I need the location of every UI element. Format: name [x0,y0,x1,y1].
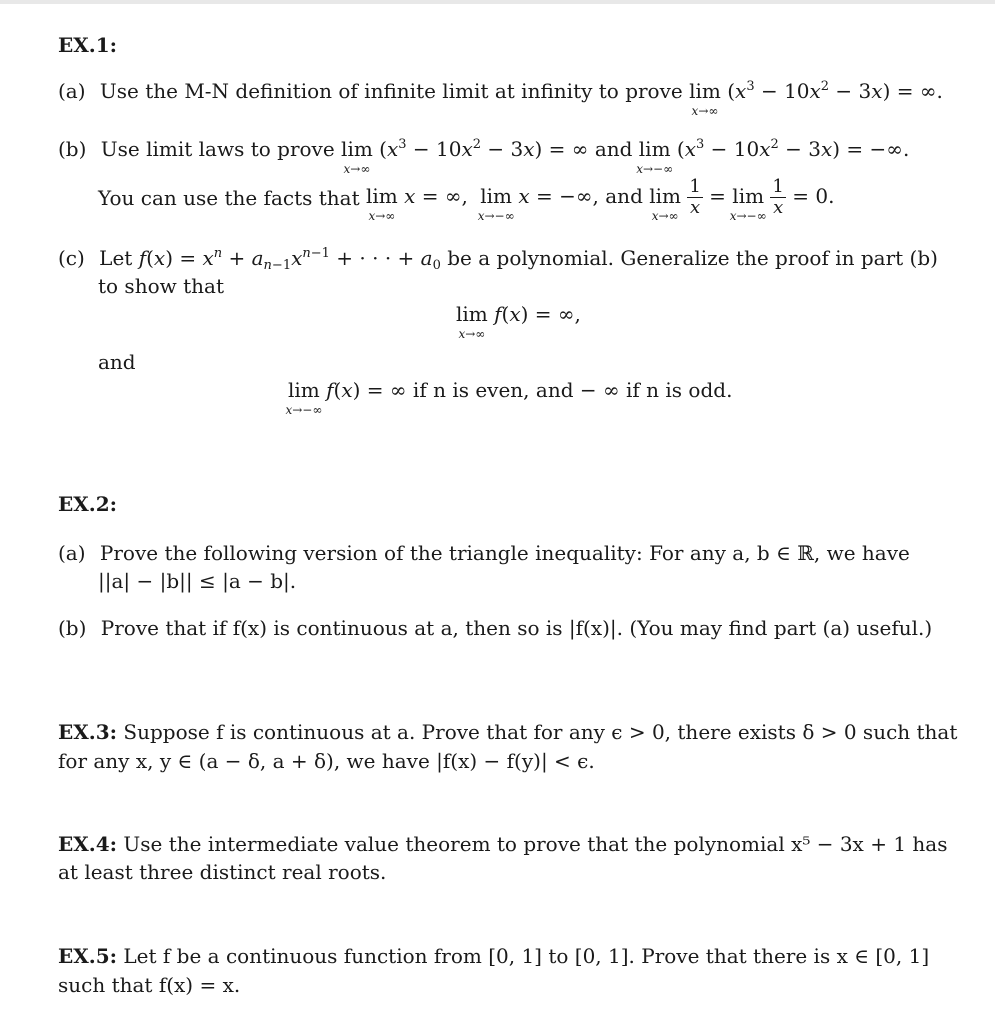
ex1-b-and: and [594,137,633,161]
ex1-c-even: if n is even, and [412,378,574,402]
top-border [0,0,995,4]
ex3-heading: EX.3: [58,720,118,744]
ex1-b-formula1: lim x→∞ $(x^3 - 10x^2 - 3x)$ = ∞ [341,137,595,176]
ex1-c-label: (c) [58,246,85,270]
ex5-line2: such that f(x) = x. [58,973,241,997]
ex2-a-label: (a) [58,541,86,565]
ex1-part-c [58,246,938,273]
ex2-part-b [58,618,932,638]
ex1-b-facts [98,176,835,223]
ex1-c-text2: to show that [98,274,224,298]
ex2-a-text: Prove the following version of the triangle inequality: For any a, b ∈ ℝ, we have [99,541,910,565]
ex3-line1 [58,722,957,742]
ex1-a-label: (a) [58,79,86,103]
ex4-line2: at least three distinct real roots. [58,860,387,884]
ex4-line1-text: Use the intermediate value theorem to prove that the polynomial x⁵ − 3x + 1 has [123,832,948,856]
ex1-b-label: (b) [58,137,87,161]
ex2-a-formula: ||a| − |b|| ≤ |a − b|. [98,569,297,593]
ex1-part-b [58,137,910,176]
ex3-line1-text: Suppose f is continuous at a. Prove that for any ϵ > 0, there exists δ > 0 such that [123,720,958,744]
ex1-part-a [58,79,943,118]
ex1-c-and: and [98,350,136,374]
ex2-part-a [58,543,910,563]
ex1-c-polynomial: Let $f(x) = x^n + a_{n-1}x^{n-1}$ + · · · + $a_0$ [99,246,441,273]
ex1-b-facts-formula: lim x→∞ x = ∞, lim x→−∞ x = −∞, and lim x→∞ $\frac{1}{x}$ = lim x→−∞ $\frac{1}{x}$ = 0. [365,176,835,223]
ex4-heading: EX.4: [58,832,118,856]
ex1-b-facts-text: You can use the facts that [98,185,360,210]
ex3-line2: for any x, y ∈ (a − δ, a + δ), we have |f(x) − f(y)| < ϵ. [58,749,595,773]
ex2-b-label: (b) [58,616,87,640]
ex2-heading: EX.2: [58,492,118,516]
ex1-b-text: Use limit laws to prove [100,137,335,161]
ex1-c-formula1: lim x→∞ f(x) = ∞, [456,302,581,341]
ex1-heading: EX.1: [58,33,118,57]
ex1-a-formula: lim x→∞ $(x^3 - 10x^2 - 3x)$ = ∞. [689,79,943,118]
ex5-heading: EX.5: [58,944,118,968]
ex1-c-formula2: lim x→−∞ f(x) = ∞ if n is even, and − ∞ if n is odd. [285,378,733,417]
ex1-c-odd: if n is odd. [626,378,733,402]
ex4-line1 [58,834,947,854]
ex5-line1-text: Let f be a continuous function from [0, 1] to [0, 1]. Prove that there is x ∈ [0, 1] [123,944,930,968]
ex1-b-formula2: lim x→−∞ $(x^3 - 10x^2 - 3x)$ = −∞. [636,137,910,176]
ex1-c-text1: be a polynomial. Generalize the proof in part (b) [447,246,938,270]
ex5-line1 [58,946,929,966]
ex1-a-text: Use the M-N definition of infinite limit at infinity to prove [99,79,683,103]
ex2-b-text: Prove that if f(x) is continuous at a, then so is |f(x)|. (You may find part (a) useful.) [100,616,933,640]
